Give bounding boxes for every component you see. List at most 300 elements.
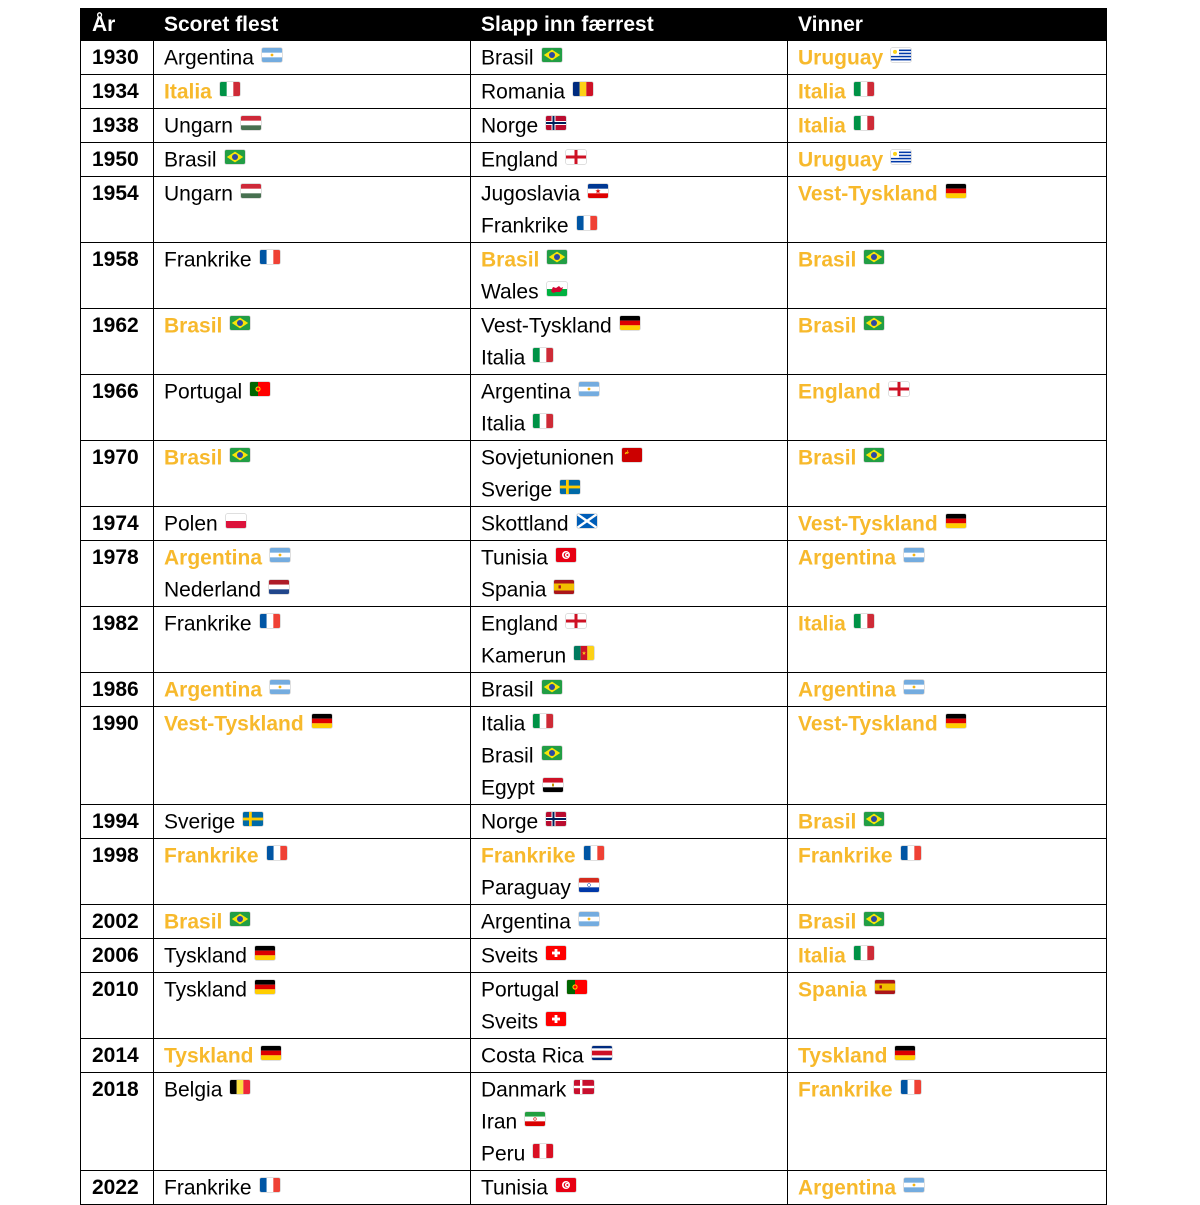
winner-cell bbox=[788, 541, 1107, 607]
team-name: Brasil bbox=[481, 248, 540, 272]
year-cell bbox=[81, 607, 154, 673]
table-row bbox=[81, 41, 1107, 75]
table-row bbox=[81, 75, 1107, 109]
team-entry bbox=[481, 210, 787, 242]
year-cell bbox=[81, 839, 154, 905]
team-name: Argentina bbox=[164, 46, 254, 70]
team-name: Brasil bbox=[481, 744, 534, 768]
team-name: Tyskland bbox=[798, 1044, 888, 1068]
team-entry bbox=[164, 244, 470, 276]
flag-france-icon bbox=[901, 846, 921, 860]
conceded-cell bbox=[471, 309, 788, 375]
team-entry bbox=[481, 708, 787, 740]
team-entry bbox=[481, 574, 787, 606]
team-name: Vest-Tyskland bbox=[481, 314, 612, 338]
flag-germany-icon bbox=[620, 316, 640, 330]
table-row bbox=[81, 1171, 1107, 1205]
flag-france-icon bbox=[260, 1178, 280, 1192]
flag-france-icon bbox=[267, 846, 287, 860]
team-entry bbox=[164, 442, 470, 474]
year-label: 1970 bbox=[92, 446, 139, 469]
conceded-cell bbox=[471, 109, 788, 143]
conceded-cell bbox=[471, 839, 788, 905]
flag-germany-icon bbox=[261, 1046, 281, 1060]
flag-uruguay-icon bbox=[891, 48, 911, 62]
flag-cameroon-icon bbox=[574, 646, 594, 660]
winner-cell bbox=[788, 905, 1107, 939]
team-name: Tunisia bbox=[481, 546, 548, 570]
year-cell bbox=[81, 109, 154, 143]
team-name: Brasil bbox=[798, 910, 857, 934]
team-entry bbox=[798, 708, 1106, 740]
team-name: Skottland bbox=[481, 512, 569, 536]
team-entry bbox=[481, 608, 787, 640]
team-name: Brasil bbox=[164, 446, 223, 470]
team-entry bbox=[481, 276, 787, 308]
team-name: Polen bbox=[164, 512, 218, 536]
team-entry bbox=[164, 1040, 470, 1072]
year-label: 1934 bbox=[92, 80, 139, 103]
team-entry bbox=[481, 840, 787, 872]
team-name: Sverige bbox=[481, 478, 553, 502]
year-cell bbox=[81, 1039, 154, 1073]
conceded-cell bbox=[471, 1039, 788, 1073]
team-name: Norge bbox=[481, 810, 539, 834]
winner-cell bbox=[788, 75, 1107, 109]
conceded-cell bbox=[471, 177, 788, 243]
year-label: 2014 bbox=[92, 1044, 139, 1067]
scored-cell bbox=[154, 905, 471, 939]
winner-cell bbox=[788, 607, 1107, 673]
flag-scotland-icon bbox=[577, 514, 597, 528]
winner-cell bbox=[788, 109, 1107, 143]
table-row bbox=[81, 375, 1107, 441]
year-cell bbox=[81, 441, 154, 507]
scored-cell bbox=[154, 939, 471, 973]
year-cell bbox=[81, 707, 154, 805]
flag-tunisia-icon bbox=[556, 1178, 576, 1192]
conceded-cell bbox=[471, 507, 788, 541]
flag-italy-icon bbox=[220, 82, 240, 96]
team-entry bbox=[164, 940, 470, 972]
year-cell bbox=[81, 41, 154, 75]
conceded-cell bbox=[471, 375, 788, 441]
team-name: Spania bbox=[481, 578, 547, 602]
team-entry bbox=[481, 640, 787, 672]
winner-cell bbox=[788, 805, 1107, 839]
flag-brazil-icon bbox=[547, 250, 567, 264]
winner-cell bbox=[788, 441, 1107, 507]
team-entry bbox=[481, 1106, 787, 1138]
team-name: Ungarn bbox=[164, 182, 233, 206]
flag-brazil-icon bbox=[230, 448, 250, 462]
team-entry bbox=[798, 376, 1106, 408]
team-name: Brasil bbox=[481, 678, 534, 702]
team-name: Uruguay bbox=[798, 46, 884, 70]
team-entry bbox=[798, 76, 1106, 108]
winner-cell bbox=[788, 839, 1107, 905]
team-name: Argentina bbox=[798, 1176, 897, 1200]
team-name: Italia bbox=[798, 612, 846, 636]
team-entry bbox=[164, 708, 470, 740]
year-cell bbox=[81, 939, 154, 973]
team-entry bbox=[481, 376, 787, 408]
header-conceded: Slapp inn færrest bbox=[471, 9, 788, 41]
team-entry bbox=[481, 110, 787, 142]
team-entry bbox=[481, 806, 787, 838]
world-cup-table bbox=[80, 8, 1107, 1205]
team-entry bbox=[481, 508, 787, 540]
scored-cell bbox=[154, 243, 471, 309]
team-entry bbox=[481, 310, 787, 342]
flag-uruguay-icon bbox=[891, 150, 911, 164]
scored-cell bbox=[154, 541, 471, 607]
team-entry bbox=[164, 42, 470, 74]
flag-germany-icon bbox=[255, 946, 275, 960]
winner-cell bbox=[788, 143, 1107, 177]
conceded-cell bbox=[471, 441, 788, 507]
table-row bbox=[81, 309, 1107, 375]
flag-france-icon bbox=[260, 614, 280, 628]
team-name: Argentina bbox=[798, 546, 897, 570]
team-name: Sveits bbox=[481, 944, 539, 968]
flag-sweden-icon bbox=[560, 480, 580, 494]
table-row bbox=[81, 839, 1107, 905]
conceded-cell bbox=[471, 905, 788, 939]
team-name: Danmark bbox=[481, 1078, 567, 1102]
table-row bbox=[81, 905, 1107, 939]
team-entry bbox=[164, 906, 470, 938]
flag-germany-icon bbox=[946, 184, 966, 198]
team-entry bbox=[164, 508, 470, 540]
team-name: Frankrike bbox=[481, 844, 576, 868]
team-name: Vest-Tyskland bbox=[798, 182, 938, 206]
team-entry bbox=[481, 1006, 787, 1038]
team-name: Italia bbox=[481, 412, 526, 436]
year-label: 1950 bbox=[92, 148, 139, 171]
team-name: Brasil bbox=[798, 446, 857, 470]
flag-england-icon bbox=[566, 150, 586, 164]
flag-brazil-icon bbox=[542, 680, 562, 694]
table-row bbox=[81, 541, 1107, 607]
table-row bbox=[81, 673, 1107, 707]
flag-england-icon bbox=[566, 614, 586, 628]
team-entry bbox=[164, 974, 470, 1006]
team-name: Uruguay bbox=[798, 148, 884, 172]
team-name: Kamerun bbox=[481, 644, 567, 668]
flag-norway-icon bbox=[546, 812, 566, 826]
flag-argentina-icon bbox=[904, 680, 924, 694]
team-name: England bbox=[481, 612, 559, 636]
team-name: Sveits bbox=[481, 1010, 539, 1034]
table-row bbox=[81, 507, 1107, 541]
team-name: Iran bbox=[481, 1110, 518, 1134]
flag-argentina-icon bbox=[579, 912, 599, 926]
team-name: Tyskland bbox=[164, 978, 247, 1002]
flag-switzerland-icon bbox=[546, 1012, 566, 1026]
team-name: Tunisia bbox=[481, 1176, 548, 1200]
team-name: Wales bbox=[481, 280, 539, 304]
winner-cell bbox=[788, 41, 1107, 75]
flag-germany-icon bbox=[312, 714, 332, 728]
conceded-cell bbox=[471, 243, 788, 309]
flag-brazil-icon bbox=[864, 448, 884, 462]
team-entry bbox=[481, 1074, 787, 1106]
flag-france-icon bbox=[260, 250, 280, 264]
team-name: Brasil bbox=[798, 314, 857, 338]
year-label: 1966 bbox=[92, 380, 139, 403]
year-label: 2006 bbox=[92, 944, 139, 967]
table-row bbox=[81, 441, 1107, 507]
flag-italy-icon bbox=[854, 614, 874, 628]
year-label: 1930 bbox=[92, 46, 139, 69]
team-entry bbox=[798, 178, 1106, 210]
team-name: Jugoslavia bbox=[481, 182, 581, 206]
flag-france-icon bbox=[901, 1080, 921, 1094]
team-name: Brasil bbox=[481, 46, 534, 70]
team-entry bbox=[164, 542, 470, 574]
team-entry bbox=[798, 608, 1106, 640]
team-entry bbox=[798, 244, 1106, 276]
team-name: Spania bbox=[798, 978, 867, 1002]
flag-italy-icon bbox=[854, 946, 874, 960]
year-label: 1954 bbox=[92, 182, 139, 205]
year-label: 2018 bbox=[92, 1078, 139, 1101]
team-name: Argentina bbox=[481, 910, 571, 934]
team-name: Tyskland bbox=[164, 944, 247, 968]
team-entry bbox=[164, 310, 470, 342]
team-entry bbox=[164, 806, 470, 838]
year-label: 1990 bbox=[92, 712, 139, 735]
year-cell bbox=[81, 177, 154, 243]
winner-cell bbox=[788, 243, 1107, 309]
flag-ussr-icon bbox=[622, 448, 642, 462]
flag-england-icon bbox=[889, 382, 909, 396]
team-name: Italia bbox=[164, 80, 212, 104]
team-entry bbox=[798, 840, 1106, 872]
team-entry bbox=[481, 1172, 787, 1204]
flag-egypt-icon bbox=[543, 778, 563, 792]
scored-cell bbox=[154, 707, 471, 805]
flag-brazil-icon bbox=[230, 912, 250, 926]
flag-romania-icon bbox=[573, 82, 593, 96]
team-name: Frankrike bbox=[798, 844, 893, 868]
scored-cell bbox=[154, 1039, 471, 1073]
team-entry bbox=[798, 1040, 1106, 1072]
team-entry bbox=[481, 1040, 787, 1072]
year-label: 1962 bbox=[92, 314, 139, 337]
team-name: Belgia bbox=[164, 1078, 223, 1102]
team-entry bbox=[481, 76, 787, 108]
flag-argentina-icon bbox=[904, 1178, 924, 1192]
flag-hungary-icon bbox=[241, 184, 261, 198]
team-name: Argentina bbox=[798, 678, 897, 702]
scored-cell bbox=[154, 177, 471, 243]
team-name: Frankrike bbox=[164, 1176, 252, 1200]
flag-argentina-icon bbox=[262, 48, 282, 62]
conceded-cell bbox=[471, 939, 788, 973]
scored-cell bbox=[154, 441, 471, 507]
team-name: Vest-Tyskland bbox=[164, 712, 304, 736]
flag-poland-icon bbox=[226, 514, 246, 528]
team-name: Ungarn bbox=[164, 114, 233, 138]
year-label: 1974 bbox=[92, 512, 139, 535]
year-cell bbox=[81, 309, 154, 375]
team-name: Argentina bbox=[481, 380, 571, 404]
conceded-cell bbox=[471, 1073, 788, 1171]
team-entry bbox=[481, 542, 787, 574]
year-cell bbox=[81, 375, 154, 441]
year-label: 1938 bbox=[92, 114, 139, 137]
team-name: Frankrike bbox=[164, 248, 252, 272]
winner-cell bbox=[788, 1171, 1107, 1205]
team-entry bbox=[481, 42, 787, 74]
flag-italy-icon bbox=[854, 82, 874, 96]
winner-cell bbox=[788, 707, 1107, 805]
flag-france-icon bbox=[577, 216, 597, 230]
flag-spain-icon bbox=[875, 980, 895, 994]
flag-portugal-icon bbox=[250, 382, 270, 396]
team-entry bbox=[798, 110, 1106, 142]
year-cell bbox=[81, 905, 154, 939]
flag-tunisia-icon bbox=[556, 548, 576, 562]
year-cell bbox=[81, 1073, 154, 1171]
team-entry bbox=[798, 442, 1106, 474]
team-name: Costa Rica bbox=[481, 1044, 584, 1068]
team-name: Brasil bbox=[798, 810, 857, 834]
table-row bbox=[81, 707, 1107, 805]
team-entry bbox=[798, 674, 1106, 706]
team-entry bbox=[798, 1172, 1106, 1204]
team-name: Frankrike bbox=[481, 214, 569, 238]
team-entry bbox=[481, 442, 787, 474]
year-cell bbox=[81, 673, 154, 707]
winner-cell bbox=[788, 1073, 1107, 1171]
flag-italy-icon bbox=[533, 414, 553, 428]
team-entry bbox=[481, 408, 787, 440]
conceded-cell bbox=[471, 607, 788, 673]
team-entry bbox=[481, 906, 787, 938]
team-entry bbox=[481, 772, 787, 804]
team-entry bbox=[798, 310, 1106, 342]
team-entry bbox=[481, 1138, 787, 1170]
team-name: Paraguay bbox=[481, 876, 571, 900]
year-label: 1978 bbox=[92, 546, 139, 569]
flag-spain-icon bbox=[554, 580, 574, 594]
year-label: 1982 bbox=[92, 612, 139, 635]
year-label: 1986 bbox=[92, 678, 139, 701]
team-entry bbox=[164, 1172, 470, 1204]
flag-italy-icon bbox=[533, 348, 553, 362]
flag-yugoslavia-icon bbox=[588, 184, 608, 198]
team-name: Norge bbox=[481, 114, 539, 138]
flag-switzerland-icon bbox=[546, 946, 566, 960]
team-name: Italia bbox=[798, 944, 846, 968]
year-cell bbox=[81, 507, 154, 541]
winner-cell bbox=[788, 1039, 1107, 1073]
year-label: 1994 bbox=[92, 810, 139, 833]
team-name: Brasil bbox=[164, 910, 223, 934]
conceded-cell bbox=[471, 805, 788, 839]
flag-brazil-icon bbox=[225, 150, 245, 164]
conceded-cell bbox=[471, 143, 788, 177]
flag-paraguay-icon bbox=[579, 878, 599, 892]
team-entry bbox=[481, 740, 787, 772]
table-row bbox=[81, 805, 1107, 839]
table-row bbox=[81, 939, 1107, 973]
team-entry bbox=[481, 940, 787, 972]
header-year: År bbox=[81, 9, 154, 41]
team-name: Brasil bbox=[798, 248, 857, 272]
winner-cell bbox=[788, 507, 1107, 541]
team-entry bbox=[798, 906, 1106, 938]
team-entry bbox=[798, 940, 1106, 972]
team-entry bbox=[798, 806, 1106, 838]
team-name: Italia bbox=[481, 346, 526, 370]
flag-brazil-icon bbox=[230, 316, 250, 330]
table-row bbox=[81, 607, 1107, 673]
team-entry bbox=[164, 608, 470, 640]
team-name: Vest-Tyskland bbox=[798, 512, 938, 536]
team-name: Italia bbox=[798, 114, 846, 138]
team-entry bbox=[164, 674, 470, 706]
table-row bbox=[81, 973, 1107, 1039]
flag-argentina-icon bbox=[270, 548, 290, 562]
flag-brazil-icon bbox=[864, 912, 884, 926]
team-name: Tyskland bbox=[164, 1044, 254, 1068]
flag-peru-icon bbox=[533, 1144, 553, 1158]
table-body bbox=[81, 41, 1107, 1205]
year-cell bbox=[81, 805, 154, 839]
flag-brazil-icon bbox=[864, 250, 884, 264]
winner-cell bbox=[788, 673, 1107, 707]
flag-costa-rica-icon bbox=[592, 1046, 612, 1060]
scored-cell bbox=[154, 1171, 471, 1205]
team-entry bbox=[481, 674, 787, 706]
flag-brazil-icon bbox=[542, 746, 562, 760]
team-name: Peru bbox=[481, 1142, 526, 1166]
flag-france-icon bbox=[584, 846, 604, 860]
flag-italy-icon bbox=[533, 714, 553, 728]
team-entry bbox=[164, 110, 470, 142]
team-name: Frankrike bbox=[798, 1078, 893, 1102]
flag-germany-icon bbox=[946, 714, 966, 728]
flag-argentina-icon bbox=[579, 382, 599, 396]
flag-germany-icon bbox=[255, 980, 275, 994]
year-cell bbox=[81, 973, 154, 1039]
team-name: England bbox=[798, 380, 881, 404]
team-name: Romania bbox=[481, 80, 566, 104]
scored-cell bbox=[154, 507, 471, 541]
team-name: Sverige bbox=[164, 810, 236, 834]
team-name: Argentina bbox=[164, 546, 263, 570]
flag-brazil-icon bbox=[864, 316, 884, 330]
scored-cell bbox=[154, 607, 471, 673]
year-cell bbox=[81, 243, 154, 309]
header-winner: Vinner bbox=[788, 9, 1107, 41]
team-name: Italia bbox=[481, 712, 526, 736]
winner-cell bbox=[788, 939, 1107, 973]
flag-iran-icon bbox=[525, 1112, 545, 1126]
year-label: 1958 bbox=[92, 248, 139, 271]
team-entry bbox=[164, 76, 470, 108]
flag-sweden-icon bbox=[243, 812, 263, 826]
team-entry bbox=[164, 178, 470, 210]
flag-argentina-icon bbox=[904, 548, 924, 562]
team-entry bbox=[481, 144, 787, 176]
team-name: Portugal bbox=[164, 380, 243, 404]
team-entry bbox=[481, 178, 787, 210]
